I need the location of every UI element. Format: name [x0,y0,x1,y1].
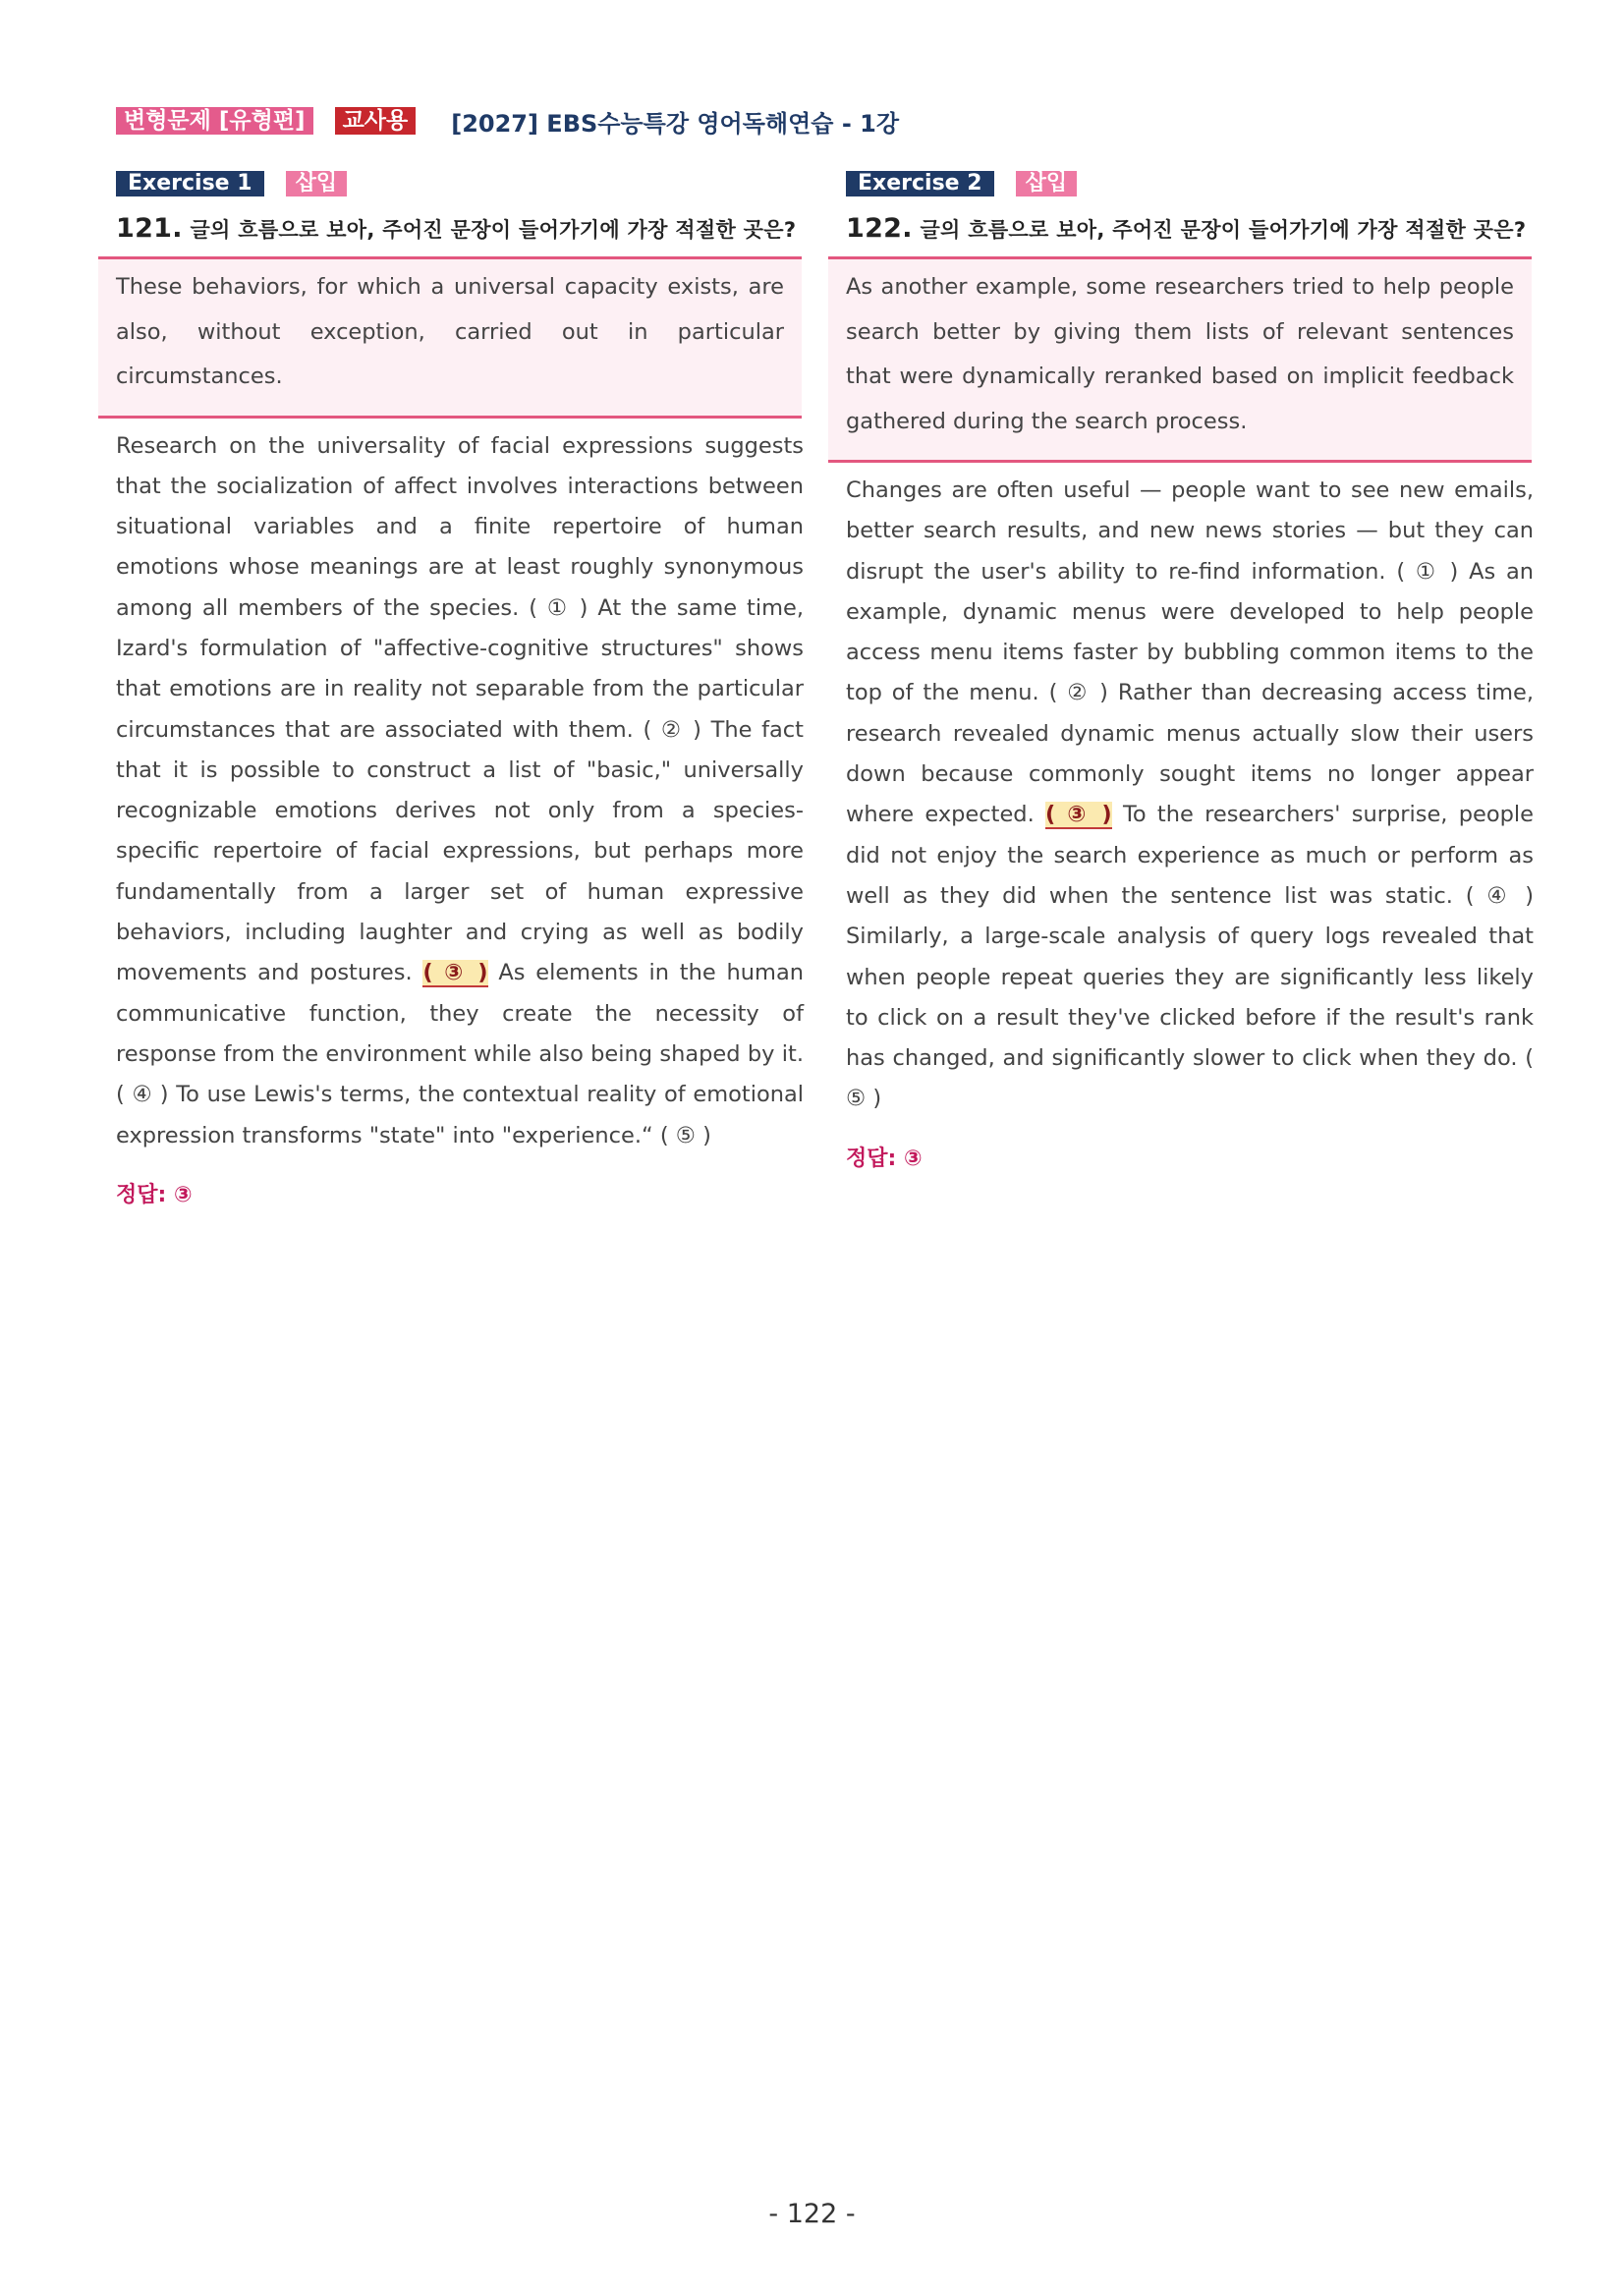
passage-segment: As elements in the human communicative function, they create the necessity of response from the environment while also being shaped by it. [116,960,804,1067]
page-header [116,104,899,138]
insertion-marker-3-highlighted: ( ③ ) [422,960,488,986]
insertion-marker-5: ( ⑤ ) [659,1122,711,1148]
passage [116,426,804,1156]
given-sentence-box: These behaviors, for which a universal capacity exists, are also, without exception, carried out in particular circumstances. [98,256,802,419]
passage-segment: Rather than decreasing access time, research revealed dynamic menus actually slow their users down because commonly sought items no longer appear where expected. [846,680,1534,828]
insertion-marker-4: ( ④ ) [116,1082,169,1108]
question-text: 글의 흐름으로 보아, 주어진 문장이 들어가기에 가장 적절한 곳은? [920,218,1527,242]
passage-segment: As an example, dynamic menus were developed to help people access menu items faster by bubbling common items to the top of the menu. [846,558,1535,706]
question-type-badge: 삽입 [1016,171,1078,196]
passage-segment: Research on the universality of facial expressions suggests that the socialization of affect involves interactions between situational variables and a finite repertoire of human emotions whose meanings are at least roughly synonymous among all members of the species. [116,432,804,621]
insertion-marker-1: ( ① ) [1396,558,1459,585]
passage-segment: The fact that it is possible to construct a list of "basic," universally recognizable emotions derives not only from a species-specific repertoire of facial expressions, but perhaps more fundamentally from a larger set of human expressive behaviors, including laughter and crying as well as bodily movements and postures. [116,716,804,986]
passage-segment: To use Lewis's terms, the contextual reality of emotional expression transforms "state" into "experience.“ [116,1082,805,1148]
exercise-label: Exercise 2 [846,171,994,196]
question-text: 글의 흐름으로 보아, 주어진 문장이 들어가기에 가장 적절한 곳은? [190,218,797,242]
teacher-edition-tag: 교사용 [335,107,417,135]
exercise-heading [116,171,804,196]
insertion-marker-5: ( ⑤ ) [846,1045,1534,1112]
exercise-heading [846,171,1534,196]
variant-problem-tag: 변형문제 [유형편] [116,107,313,135]
question-title [116,210,804,249]
passage-segment: At the same time, Izard's formulation of "affective-cognitive structures" shows that emotions are in reality not separable from the particular circumstances that are associated with them. [116,594,804,743]
insertion-marker-2: ( ② ) [643,716,701,743]
question-title [846,210,1534,249]
question-number: 122. [846,213,913,244]
header-title: [2027] EBS수능특강 영어독해연습 - 1강 [451,109,900,138]
answer-label: 정답: ③ [846,1146,923,1171]
page-number: - 122 - [768,2199,856,2229]
passage-segment: Changes are often useful — people want to see new emails, better search results, and new news stories — but they can disrupt the user's ability to re-find information. [846,477,1534,585]
exercise-1 [116,171,804,1208]
insertion-marker-3-highlighted: ( ③ ) [1045,802,1112,828]
answer-label: 정답: ③ [116,1182,193,1207]
exercise-2 [846,171,1534,1172]
given-sentence-box: As another example, some researchers tried to help people search better by giving them lists of relevant sentences that were dynamically reranked based on implicit feedback gathered during the search process. [828,256,1532,463]
passage [846,471,1534,1120]
question-number: 121. [116,213,183,244]
insertion-marker-1: ( ① ) [529,594,588,621]
exercise-label: Exercise 1 [116,171,264,196]
insertion-marker-2: ( ② ) [1048,680,1108,706]
passage-segment: To the researchers' surprise, people did not enjoy the search experience as much or perform as well as they did when the sentence list was static. [846,802,1534,909]
insertion-marker-4: ( ④ ) [1465,882,1534,909]
passage-segment: Similarly, a large-scale analysis of query logs revealed that when people repeat queries they are significantly less likely to click on a result they've clicked before if the result's rank has changed, and significantly slower to click when they do. [846,924,1534,1072]
question-type-badge: 삽입 [286,171,348,196]
